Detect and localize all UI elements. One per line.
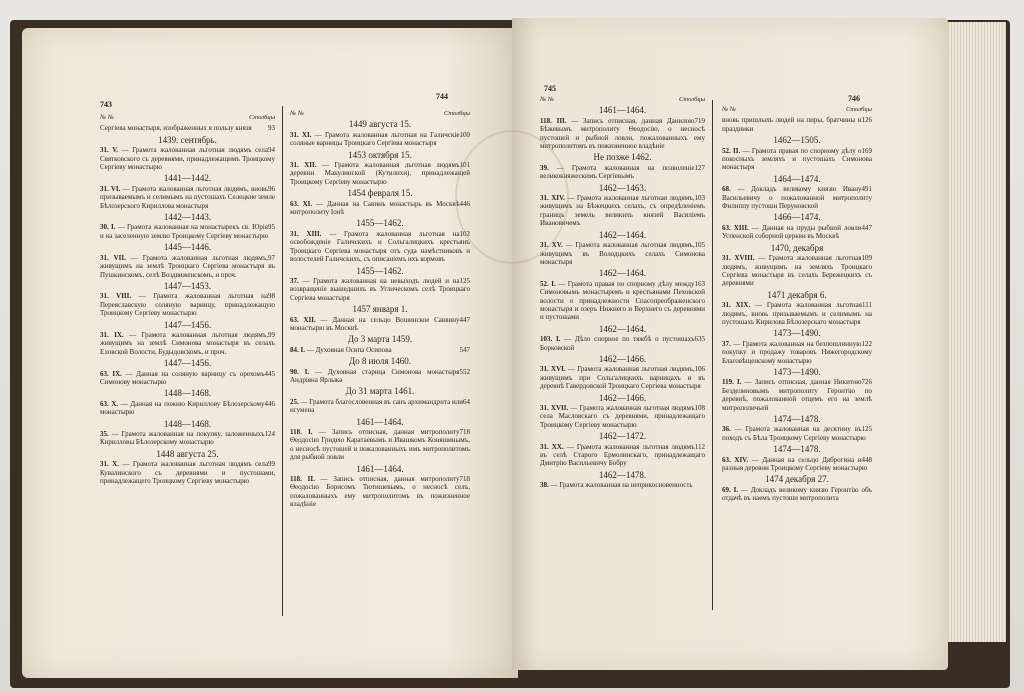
entry-number: 31. IX. bbox=[100, 330, 124, 339]
column-label-pages: Столбцы bbox=[443, 110, 470, 117]
entry-text: Запись отписная, данная Данилою Бѣжевымъ митрополиту Ѳеодосiю, о несносѣ пустошей и рыбной ловли, пожалованныхъ ему митрополитомъ въ пожизненное владѣнiе bbox=[540, 116, 705, 151]
entry-text: Грамота жалованная на покупку, заложенныхъ Кирилловы Бѣлозерскому монастырю bbox=[100, 430, 265, 447]
year-heading: 1471 декабря 6. bbox=[767, 289, 827, 300]
catalog-entry: 719 118. III. — Запись отписная, данная Данилою Бѣжевымъ митрополиту Ѳеодосiю, о несносѣ пустошей и рыбной ловли, пожалованныхъ ему митрополитомъ въ пожизненное владѣнiе bbox=[540, 116, 705, 151]
column-label-pages: Столбцы bbox=[845, 106, 872, 113]
year-heading: 1473—1490. bbox=[773, 328, 821, 339]
year-heading: 1442—1443. bbox=[163, 212, 212, 223]
year-heading: 1461—1464. bbox=[356, 416, 404, 427]
entry-number: 118. III. bbox=[540, 116, 567, 125]
column-header bbox=[722, 106, 872, 114]
column-4 bbox=[722, 106, 872, 506]
year-heading: 1455—1462. bbox=[356, 265, 404, 276]
column-divider bbox=[712, 100, 713, 610]
entry-text: Грамота жалованная на неприкосновенность bbox=[559, 481, 693, 490]
entry-number: 118. I. bbox=[290, 428, 313, 436]
entry-text: Грамота жалованная на невыходъ людей и на возвращенiе вышедшихъ въ Углическомъ селѣ Троицкаго Сергiева монастыря bbox=[290, 276, 470, 302]
catalog-entry: 99 31. X. — Грамота жалованная льготная людямъ села Кувалинского съ деревнями и пустошами, принадлежащего Троицкому Сергiеву монастырю bbox=[100, 460, 275, 486]
year-heading: 1445—1446. bbox=[163, 242, 212, 253]
year-heading: 1441—1442. bbox=[163, 173, 212, 184]
catalog-entry: 105 31. XV. — Грамота жалованная льготная людямъ, живущимъ въ Володцкихъ селахъ Симонова монастыря bbox=[540, 241, 705, 266]
year-heading: 1457 января 1. bbox=[352, 304, 408, 315]
entry-number: 90. I. bbox=[290, 367, 310, 376]
entry-text: Грамота жалованная льготная людямъ села Масловскаго съ деревнями, принадлежащаго Троицкому Сергiеву монастырю bbox=[540, 404, 705, 429]
entry-text: Духовная старица Симонова монастыря Андрiяна Ярлыка bbox=[290, 367, 460, 384]
catalog-entry: 69. I. — Докладъ великому князю Геронтiю объ отдачѣ въ наемъ пустоши митрополита bbox=[722, 485, 873, 503]
year-heading: 1462—1464. bbox=[598, 268, 647, 279]
entry-text: Сергiева монастыря, изображенных в пользу князя bbox=[100, 124, 252, 133]
entry-text: Грамота жалованная льготная людямъ, живущимъ при Сольгалицкихъ варницахъ и въ деревнѣ Гавердовской Троицкаго Сергiева монастыря bbox=[540, 365, 705, 391]
page-reference: 169 bbox=[861, 146, 872, 155]
entry-number: 36. bbox=[722, 425, 731, 434]
page-reference: 552 bbox=[459, 367, 470, 376]
entry-text: Запись отписная, данная митрополиту Ѳеодосiю Гридею Каратаевымъ и Ивашкомъ Коняшинымъ, о несносѣ пустошей и пожалованныхъ имъ митрополитомъ для рыбной ловли bbox=[290, 428, 470, 462]
entry-text: Грамота жалованная на монастырекъ св. Юрiя и на заселенную землю Троицкому Сергiеву монастырю bbox=[100, 223, 269, 240]
entry-number: 84. I. bbox=[290, 345, 305, 354]
catalog-entry: 547 84. I. — Духовная Осипа Осипова bbox=[290, 345, 470, 354]
left-page bbox=[22, 28, 518, 678]
entry-text: Грамота благословенная въ санъ архимандрита или игумена bbox=[290, 397, 464, 415]
page-reference: 726 bbox=[861, 378, 872, 387]
entry-number: 63. XIII. bbox=[722, 223, 749, 232]
page-number: 744 bbox=[436, 92, 448, 101]
year-heading: 1447—1453. bbox=[163, 280, 212, 291]
catalog-entry: 106 31. XVI. — Грамота жалованная льготная людямъ, живущимъ при Сольгалицкихъ варницахъ и въ деревнѣ Гавердовской Троицкаго Сергiева монастыря bbox=[540, 365, 705, 391]
entry-text: Запись отписная, данная митрополиту Ѳеодосiю Борисомъ Тютишевымъ, о несносѣ селъ, пожалованныхъ ему митрополитомъ въ пожизненное владѣнiе bbox=[290, 475, 470, 509]
catalog-entry: 124 35. — Грамота жалованная на покупку, заложенныхъ Кирилловы Бѣлозерскому монастырю bbox=[100, 430, 275, 447]
catalog-entry: 109 31. XVIII. — Грамота жалованная льготная людямъ, живущимъ на земляхъ Троицкаго Сергiева монастыря въ селахъ Бережецкихъ съ деревнями bbox=[722, 254, 872, 288]
entry-number: 31. V. bbox=[100, 146, 119, 155]
catalog-entry: 447 63. XIII. — Данная на пруды рыбной ловли Успенской соборной церкви въ Москвѣ bbox=[722, 223, 872, 241]
catalog-entry: 95 30. I. — Грамота жалованная на монастырекъ св. Юрiя и на заселенную землю Троицкому Сергiеву монастырю bbox=[100, 223, 275, 240]
page-reference: 447 bbox=[861, 223, 872, 232]
entry-text: Грамота правая по спорному дѣлу между Симоновымъ монастыремъ и крестьянами Пеховской волости о принадлежности Спасопреображенского монастыря и озеръ Нижнего и Верхнего съ деревнями и пустошами bbox=[540, 279, 705, 322]
entry-text: Грамота жалованная льготная людямъ, живущимъ на землѣ Троицкаго Сергiева монастыря въ Пушкинскомъ, селѣ Воздвиженскомъ, и проч. bbox=[100, 253, 275, 279]
catalog-entry: 446 63. X. — Данная на пожню Кириллову Бѣлозерскому монастырю bbox=[100, 399, 275, 417]
entry-number: 63. X. bbox=[100, 399, 119, 408]
entry-number: 31. XV. bbox=[540, 241, 563, 250]
year-heading: 1448—1468. bbox=[163, 388, 212, 399]
page-reference: 163 bbox=[694, 279, 705, 288]
entry-number: 30. I. bbox=[100, 223, 116, 232]
entry-text: Докладъ великому князю Геронтiю объ отдачѣ въ наемъ пустоши митрополита bbox=[722, 485, 873, 503]
page-reference: 635 bbox=[694, 335, 705, 344]
entry-text: вновь пришлыхъ людей на пиры, братчины и праздники bbox=[722, 116, 862, 133]
column-label-pages: Столбцы bbox=[248, 114, 275, 121]
page-number: 743 bbox=[100, 100, 112, 109]
column-2 bbox=[290, 110, 470, 512]
catalog-entry: 100 31. XI. — Грамота жалованная льготная на Галичскiе соляные варницы Троицкаго Сергiева монастыря bbox=[290, 130, 470, 148]
entry-text: Данная на пруды рыбной ловли Успенской соборной церкви въ Москвѣ bbox=[722, 223, 862, 241]
year-heading: 1474—1478. bbox=[773, 444, 821, 455]
page-reference: 100 bbox=[459, 130, 470, 139]
page-reference: 108 bbox=[694, 404, 705, 412]
catalog-entry: 94 31. V. — Грамота жалованная льготная людямъ села Святковского съ деревнями, принадлежащимъ Троицкому Сергiеву монастырю bbox=[100, 146, 275, 172]
entry-number: 31. VII. bbox=[100, 253, 126, 262]
year-heading: 1464—1474. bbox=[773, 173, 821, 184]
entry-text: Данная на Савинъ монастырь въ Москвѣ митрополиту Іонѣ bbox=[290, 199, 460, 217]
page-reference: 103 bbox=[694, 194, 705, 203]
page-reference: 111 bbox=[862, 301, 872, 310]
entry-number: 31. XVI. bbox=[540, 365, 566, 374]
page-reference: 98 bbox=[268, 292, 275, 301]
column-label-numbers: № № bbox=[100, 114, 114, 121]
catalog-entry: 445 63. IX. — Данная на соляную варницу съ орехомъ Симонову монастырю bbox=[100, 369, 275, 386]
page-reference: 97 bbox=[268, 253, 275, 262]
page-reference: 102 bbox=[459, 229, 470, 238]
year-heading: 1466—1474. bbox=[773, 212, 821, 223]
year-heading: 1449 августа 15. bbox=[348, 119, 412, 130]
entry-text: Запись отписная, данная Никитою Безделиновымъ митрополиту Геронтiю по деревнѣ, пожалованной отцемъ его на землѣ митрополичьей bbox=[722, 378, 872, 412]
catalog-entry: 96 31. VI. — Грамота жалованная льготная людямъ, вновь призываемымъ и селимымъ на пустошахъ Селецкие земле Бѣлозерского Кириллова монастыря bbox=[100, 184, 275, 210]
page-reference: 718 bbox=[459, 428, 470, 436]
entry-number: 52. II. bbox=[722, 146, 741, 155]
page-reference: 126 bbox=[861, 116, 872, 125]
entry-number: 31. XI. bbox=[290, 130, 312, 139]
page-reference: 105 bbox=[694, 241, 705, 250]
entry-text: Грамота жалованная льготная людямъ села Кувалинского съ деревнями и пустошами, принадлежащего Троицкому Сергiеву монастырю bbox=[100, 460, 275, 486]
entry-text: Грамота жалованная льготная на Галичскiе соляные варницы Троицкаго Сергiева монастыря bbox=[290, 130, 460, 148]
column-label-pages: Столбцы bbox=[678, 96, 705, 103]
entry-number: 35. bbox=[100, 430, 109, 438]
year-heading: 1462—1472. bbox=[598, 431, 647, 442]
year-heading: 1439. сентябрь. bbox=[158, 134, 217, 145]
catalog-entry: 102 31. XIII. — Грамота жалованная льготная на освобожденiе Галичскихъ и Сольгалицкихъ крестьянъ Троицкаго Сергiева монастыря отъ суда намѣстниковъ и волостелей Галичскихъ, съ описанiемъ ихъ кормовъ bbox=[290, 229, 470, 264]
entry-number: 39. bbox=[540, 163, 549, 172]
catalog-entry: 446 63. XI. — Данная на Савинъ монастырь въ Москвѣ митрополиту Іонѣ bbox=[290, 199, 470, 217]
entry-continuation bbox=[100, 124, 275, 132]
entry-text: Грамота жалованная на безпошлинную покупку и продажу товаровъ Нижегородскому Благовѣщенскому монастырю bbox=[722, 339, 872, 365]
entry-number: 118. II. bbox=[290, 475, 315, 484]
year-heading: До 8 июля 1460. bbox=[348, 356, 412, 367]
year-heading: 1462—1466. bbox=[598, 392, 647, 403]
catalog-entry: 112 31. XX. — Грамота жалованная льготная людямъ въ селѣ Старого Ермолинскаго, принадлежащаго Дмитрiю Васильевичу Бобру bbox=[540, 442, 705, 468]
page-reference: 99 bbox=[268, 460, 275, 469]
catalog-entry: 552 90. I. — Духовная старица Симонова монастыря Андрiяна Ярлыка bbox=[290, 367, 470, 384]
page-number: 746 bbox=[848, 94, 860, 103]
year-heading: 1447—1456. bbox=[163, 319, 212, 330]
entry-text: Грамота жалованная на десятину въ походъ съ Бѣла Троицкому Сергiеву монастырю bbox=[722, 425, 866, 442]
entry-text: Грамота жалованная льготная людямъ, живущимъ на землѣ Симонова монастыря въ селахъ Еловской Волости, Будыдовскомъ, и проч. bbox=[100, 330, 275, 356]
year-heading: 1462—1464. bbox=[598, 229, 647, 240]
entry-number: 37. bbox=[722, 339, 731, 348]
page-reference: 547 bbox=[459, 345, 470, 354]
column-header bbox=[100, 114, 275, 122]
year-heading: 1474—1478. bbox=[773, 414, 821, 424]
year-heading: 1474 декабря 27. bbox=[765, 474, 829, 485]
catalog-entry: 125 36. — Грамота жалованная на десятину въ походъ съ Бѣла Троицкому Сергiеву монастырю bbox=[722, 425, 872, 442]
entry-text: Данная на пожню Кириллову Бѣлозерскому монастырю bbox=[100, 399, 265, 417]
entry-number: 31. XIX. bbox=[722, 301, 751, 310]
year-heading: 1461—1464. bbox=[356, 463, 404, 474]
year-heading: 1462—1464. bbox=[598, 323, 647, 334]
catalog-entry: 448 63. XIV. — Данная на сельцо Дяброгина и разныя деревни Троицкому Сергiеву монастырю bbox=[722, 455, 872, 473]
entry-number: 31. X. bbox=[100, 460, 119, 469]
entry-text: Грамота жалованная льготная на Переяславскую соляную варницу, принадлежащую Троицкому Сергiеву монастырю bbox=[100, 292, 275, 318]
page-reference: 446 bbox=[459, 199, 470, 208]
catalog-entry: 103 31. XIV. — Грамота жалованная льготная людямъ, живущимъ на Бѣжецкихъ селахъ, съ опредѣленiемъ границъ земель великихъ князей Василiемъ Ивановичемъ bbox=[540, 194, 705, 228]
entry-number: 63. XIV. bbox=[722, 455, 749, 464]
page-reference: 447 bbox=[459, 315, 470, 324]
catalog-entry: 38. — Грамота жалованная на неприкосновенность bbox=[540, 481, 693, 490]
year-heading: 1462—1463. bbox=[598, 182, 647, 193]
entry-number: 31. XVII. bbox=[540, 404, 569, 412]
page-reference: 95 bbox=[268, 223, 275, 232]
year-heading: 1447—1456. bbox=[163, 358, 212, 369]
year-heading: 1462—1466. bbox=[598, 353, 647, 364]
entry-number: 37. bbox=[290, 276, 299, 285]
page-reference: 64 bbox=[463, 397, 470, 406]
right-page bbox=[512, 18, 948, 670]
entry-number: 31. XVIII. bbox=[722, 254, 755, 263]
page-reference: 719 bbox=[694, 116, 705, 125]
page-reference: 127 bbox=[694, 163, 705, 172]
entry-number: 63. IX. bbox=[100, 369, 122, 378]
catalog-entry: 101 31. XII. — Грамота жалованная льготная людямъ деревни Макулинской (Кутилихи), принадлежащей Троицкому Сергiеву монастырю bbox=[290, 161, 470, 186]
entry-number: 63. XII. bbox=[290, 315, 316, 324]
year-heading: 1448—1468. bbox=[163, 418, 212, 429]
column-3 bbox=[540, 96, 705, 493]
year-heading: 1462—1505. bbox=[773, 135, 821, 146]
column-header bbox=[290, 110, 470, 118]
page-reference: 448 bbox=[861, 455, 872, 464]
catalog-entry: 718 118. II. — Запись отписная, данная митрополиту Ѳеодосiю Борисомъ Тютишевымъ, о несносѣ селъ, пожалованныхъ ему митрополитомъ въ пожизненное владѣнiе bbox=[290, 475, 470, 509]
year-heading: 1448 августа 25. bbox=[156, 448, 219, 459]
entry-text: Грамота жалованная льготная людямъ, вновь призываемымъ и селимымъ на пустошахъ Селецкие земле Бѣлозерского Кириллова монастыря bbox=[100, 184, 275, 210]
catalog-entry: 125 37. — Грамота жалованная на невыходъ людей и на возвращенiе вышедшихъ въ Углическомъ селѣ Троицкаго Сергiева монастыря bbox=[290, 276, 470, 302]
page-reference: 125 bbox=[459, 276, 470, 285]
page-number: 745 bbox=[544, 84, 556, 93]
entry-number: 31. XIII. bbox=[290, 229, 322, 238]
page-reference: 106 bbox=[694, 365, 705, 374]
entry-text: Грамота жалованная на позволенiе великокняжескимъ Сергiевымъ bbox=[540, 163, 695, 181]
page-reference: 491 bbox=[861, 185, 872, 194]
page-reference: 112 bbox=[694, 442, 705, 451]
page-reference: 125 bbox=[861, 425, 872, 434]
entry-text: Грамота жалованная льготная людямъ, живущимъ на Бѣжецкихъ селахъ, съ опредѣленiемъ границъ земель великихъ князей Василiемъ Ивановичемъ bbox=[540, 194, 705, 228]
entry-text: Грамота жалованная льготная людямъ, живущимъ въ Володцкихъ селахъ Симонова монастыря bbox=[540, 241, 705, 266]
entry-number: 31. XII. bbox=[290, 161, 317, 170]
entry-number: 68. bbox=[722, 185, 731, 194]
entry-number: 52. I. bbox=[540, 279, 556, 288]
entry-number: 38. bbox=[540, 481, 549, 490]
entry-number: 103. I. bbox=[540, 335, 561, 344]
entry-text: Грамота жалованная льготная людямъ деревни Макулинской (Кутилихи), принадлежащей Троицкому Сергiеву монастырю bbox=[290, 161, 470, 186]
column-1 bbox=[100, 114, 275, 488]
catalog-entry: 726 119. I. — Запись отписная, данная Никитою Безделиновымъ митрополиту Геронтiю по деревнѣ, пожалованной отцемъ его на землѣ митрополичьей bbox=[722, 378, 872, 412]
catalog-entry: 99 31. IX. — Грамота жалованная льготная людямъ, живущимъ на землѣ Симонова монастыря въ селахъ Еловской Волости, Будыдовскомъ, и проч. bbox=[100, 330, 275, 356]
year-heading: 1461—1464. bbox=[598, 105, 647, 116]
column-label-numbers: № № bbox=[722, 106, 736, 113]
catalog-entry: 635 103. I. — Дѣло спорное по тяжбѣ о пустошахъ Борковской bbox=[540, 335, 705, 352]
column-label-numbers: № № bbox=[290, 110, 304, 117]
column-header bbox=[540, 96, 705, 104]
column-label-numbers: № № bbox=[540, 96, 554, 103]
catalog-entry: 97 31. VII. — Грамота жалованная льготная людямъ, живущимъ на землѣ Троицкаго Сергiева монастыря въ Пушкинскомъ, селѣ Воздвиженскомъ, и проч. bbox=[100, 253, 275, 279]
entry-text: Грамота жалованная льготная людямъ въ селѣ Старого Ермолинскаго, принадлежащаго Дмитрiю Васильевичу Бобру bbox=[540, 442, 705, 468]
year-heading: 1455—1462. bbox=[356, 218, 404, 229]
page-reference: 96 bbox=[268, 184, 275, 193]
entry-text: Данная на соляную варницу съ орехомъ Симонову монастырю bbox=[100, 369, 265, 386]
year-heading: 1462—1478. bbox=[598, 469, 647, 480]
year-heading: 1473—1490. bbox=[773, 366, 821, 377]
catalog-entry: 127 39. — Грамота жалованная на позволенiе великокняжескимъ Сергiевымъ bbox=[540, 163, 705, 181]
page-reference: 445 bbox=[264, 369, 275, 378]
year-heading: До 3 марта 1459. bbox=[347, 334, 413, 345]
page-reference: 94 bbox=[268, 146, 275, 155]
catalog-entry: 491 68. — Докладъ великому князю Ивану Васильевичу о пожалованной митрополиту Филиппу пустоши Перуновской bbox=[722, 185, 872, 211]
year-heading: 1470, декабря bbox=[770, 242, 824, 253]
page-reference: 718 bbox=[459, 475, 470, 484]
entry-number: 63. XI. bbox=[290, 199, 313, 208]
entry-number: 31. XX. bbox=[540, 442, 564, 451]
catalog-entry: 122 37. — Грамота жалованная на безпошлинную покупку и продажу товаровъ Нижегородскому Благовѣщенскому монастырю bbox=[722, 339, 872, 365]
year-heading: Не позже 1462. bbox=[593, 152, 652, 163]
page-reference: 122 bbox=[861, 339, 872, 348]
entry-text: Духовная Осипа Осипова bbox=[315, 345, 392, 354]
entry-number: 25. bbox=[290, 397, 299, 406]
page-reference: 124 bbox=[264, 430, 275, 438]
page-reference: 446 bbox=[264, 399, 275, 408]
catalog-entry: 111 31. XIX. — Грамота жалованная льготная людямъ, вновь призываемымъ и селимымъ на пустошахъ Кирилова Бѣлозерскаго монастыря bbox=[722, 301, 872, 326]
entry-text: Грамота правая по спорному дѣлу о покосныхъ земляхъ и пустошахъ Симонова монастыря bbox=[722, 146, 872, 172]
page-reference: 109 bbox=[861, 254, 872, 263]
catalog-entry: 169 52. II. — Грамота правая по спорному дѣлу о покосныхъ земляхъ и пустошахъ Симонова монастыря bbox=[722, 146, 872, 172]
column-divider bbox=[282, 106, 283, 616]
entry-text: Данная на сельцо Дяброгина и разныя деревни Троицкому Сергiеву монастырю bbox=[722, 455, 868, 473]
page-stack-edge bbox=[946, 22, 1006, 642]
entry-continuation bbox=[722, 116, 872, 133]
catalog-entry: 108 31. XVII. — Грамота жалованная льготная людямъ села Масловскаго съ деревнями, принадлежащаго Троицкому Сергiеву монастырю bbox=[540, 404, 705, 429]
entry-text: Грамота жалованная льготная людямъ, вновь призываемымъ и селимымъ на пустошахъ Кирилова Бѣлозерскаго монастыря bbox=[722, 301, 872, 326]
entry-text: Дѣло спорное по тяжбѣ о пустошахъ Борковской bbox=[540, 335, 695, 352]
catalog-entry: 64 25. — Грамота благословенная въ санъ архимандрита или игумена bbox=[290, 397, 470, 415]
entry-text: Грамота жалованная льготная на освобожденiе Галичскихъ и Сольгалицкихъ крестьянъ Троицкаго Сергiева монастыря отъ суда намѣстниковъ и волостелей Галичскихъ, съ описанiемъ ихъ кормовъ bbox=[290, 229, 470, 264]
entry-text: Докладъ великому князю Ивану Васильевичу о пожалованной митрополиту Филиппу пустоши Перуновской bbox=[722, 185, 872, 211]
catalog-entry: 98 31. VIII. — Грамота жалованная льготная на Переяславскую соляную варницу, принадлежащую Троицкому Сергiеву монастырю bbox=[100, 292, 275, 318]
year-heading: 1454 февраля 15. bbox=[347, 188, 413, 199]
page-reference: 99 bbox=[268, 330, 275, 339]
catalog-entry: 447 63. XII. — Данная на сельцо Вошинское Саввину монастырю въ Москвѣ bbox=[290, 315, 470, 332]
catalog-entry: 718 118. I. — Запись отписная, данная митрополиту Ѳеодосiю Гридею Каратаевымъ и Ивашкомъ Коняшинымъ, о несносѣ пустошей и пожалованныхъ имъ митрополитомъ для рыбной ловли bbox=[290, 428, 470, 462]
year-heading: 1453 октября 15. bbox=[348, 149, 412, 160]
catalog-entry: 163 52. I. — Грамота правая по спорному дѣлу между Симоновымъ монастыремъ и крестьянами Пеховской волости о принадлежности Спасопреображенского монастыря и озеръ Нижнего и Верхнего съ деревнями и пустошами bbox=[540, 279, 705, 322]
entry-number: 31. VI. bbox=[100, 184, 121, 193]
water-stain bbox=[455, 130, 569, 264]
entry-text: Данная на сельцо Вошинское Саввину монастырю въ Москвѣ bbox=[290, 315, 460, 332]
page-reference: 93 bbox=[268, 124, 275, 133]
page-reference: 101 bbox=[459, 161, 470, 170]
entry-number: 119. I. bbox=[722, 378, 742, 387]
entry-text: Грамота жалованная льготная людямъ села Святковского съ деревнями, принадлежащимъ Троицкому Сергiеву монастырю bbox=[100, 146, 275, 172]
entry-number: 31. VIII. bbox=[100, 292, 132, 301]
year-heading: До 31 марта 1461. bbox=[345, 386, 415, 397]
entry-number: 69. I. bbox=[722, 485, 739, 494]
entry-number: 31. XIV. bbox=[540, 194, 565, 203]
entry-text: Грамота жалованная льготная людямъ, живущимъ на земляхъ Троицкаго Сергiева монастыря въ селахъ Бережецкихъ съ деревнями bbox=[722, 254, 872, 288]
